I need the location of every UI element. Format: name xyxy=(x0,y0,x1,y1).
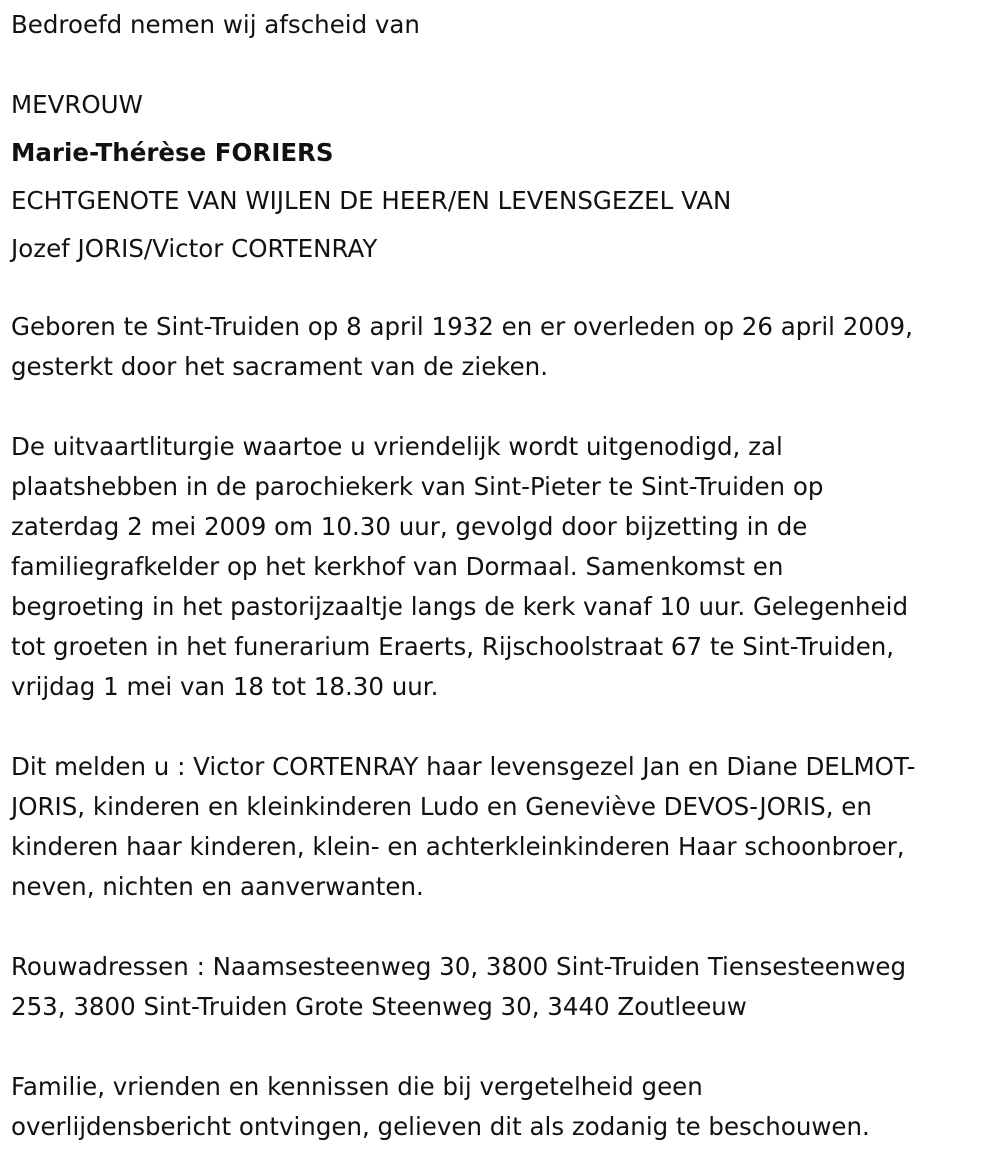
paragraph-line: familiegrafkelder op het kerkhof van Dormaal. Samenkomst en xyxy=(11,552,784,581)
birth-death-paragraph xyxy=(11,307,996,387)
paragraph-line: De uitvaartliturgie waartoe u vriendelijk wordt uitgenodigd, zal xyxy=(11,432,783,461)
partners-text: Jozef JORIS/Victor CORTENRAY xyxy=(11,234,378,263)
family-paragraph xyxy=(11,747,996,907)
deceased-name-text: Marie-Thérèse FORIERS xyxy=(11,138,334,167)
paragraph-line: begroeting in het pastorijzaaltje langs de kerk vanaf 10 uur. Gelegenheid xyxy=(11,592,908,621)
intro-text: Bedroefd nemen wij afscheid van xyxy=(11,10,420,39)
paragraph-line: Familie, vrienden en kennissen die bij vergetelheid geen xyxy=(11,1072,703,1101)
relation-text: ECHTGENOTE VAN WIJLEN DE HEER/EN LEVENSGEZEL VAN xyxy=(11,186,732,215)
paragraph-line: kinderen haar kinderen, klein- en achterkleinkinderen Haar schoonbroer, xyxy=(11,832,905,861)
paragraph-line: Dit melden u : Victor CORTENRAY haar levensgezel Jan en Diane DELMOT- xyxy=(11,752,916,781)
paragraph-line: 253, 3800 Sint-Truiden Grote Steenweg 30, 3440 Zoutleeuw xyxy=(11,992,747,1021)
paragraph-line: overlijdensbericht ontvingen, gelieven dit als zodanig te beschouwen. xyxy=(11,1112,870,1141)
paragraph-line: Geboren te Sint-Truiden op 8 april 1932 en er overleden op 26 april 2009, xyxy=(11,312,913,341)
paragraph-line: Rouwadressen : Naamsesteenweg 30, 3800 Sint-Truiden Tiensesteenweg xyxy=(11,952,907,981)
paragraph-line: zaterdag 2 mei 2009 om 10.30 uur, gevolgd door bijzetting in de xyxy=(11,512,808,541)
funeral-paragraph xyxy=(11,427,996,707)
addresses-paragraph xyxy=(11,947,996,1027)
closing-paragraph xyxy=(11,1067,996,1147)
deceased-name xyxy=(11,133,996,173)
paragraph-line: plaatshebben in de parochiekerk van Sint-Pieter te Sint-Truiden op xyxy=(11,472,824,501)
paragraph-line: gesterkt door het sacrament van de zieken. xyxy=(11,352,548,381)
salutation: MEVROUW xyxy=(11,90,143,119)
obituary-document xyxy=(11,0,996,1147)
paragraph-line: neven, nichten en aanverwanten. xyxy=(11,872,424,901)
paragraph-line: vrijdag 1 mei van 18 tot 18.30 uur. xyxy=(11,672,439,701)
paragraph-line: tot groeten in het funerarium Eraerts, Rijschoolstraat 67 te Sint-Truiden, xyxy=(11,632,895,661)
paragraph-line: JORIS, kinderen en kleinkinderen Ludo en Geneviève DEVOS-JORIS, en xyxy=(11,792,872,821)
